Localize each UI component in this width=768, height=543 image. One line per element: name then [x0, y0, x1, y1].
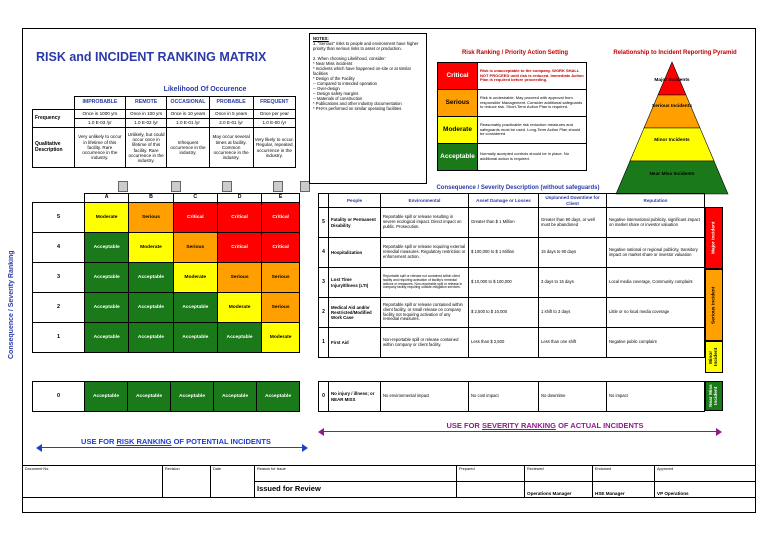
consequence-env: Reportable spill or release resulting in severe ecological impact. Direct impact on public. Prosecution. [381, 208, 469, 238]
notes-body: 1. "Serious" risks to people and environment have higher priority than serious risks to asset or production. 2. When choosing Likelihood, consider: * Near Miss incidents * Incidents which have happened on-site or at similar facilities * Design of the Facility -- Compared to intended operation -- Over-design -- Design safety margins -- Materials of construction * Publications and other industry documentation * PHA's performed on similar operating facilities [313, 41, 419, 112]
matrix-cell: Acceptable [171, 382, 214, 412]
frequency-label: Frequency [33, 110, 75, 128]
likelihood-col-head: OCCASIONAL [167, 97, 209, 110]
matrix-cell: Moderate [129, 233, 173, 263]
side-label-near-miss: Near Miss Incident [705, 381, 723, 411]
consequence-people: Medical Aid and/or Restricted/Modified Work Case [329, 298, 381, 328]
priority-title: Risk Ranking / Priority Action Setting [461, 50, 569, 56]
likelihood-subhead: Once in 100 yrs [125, 110, 167, 119]
actual-incidents-label: USE FOR SEVERITY RANKING OF ACTUAL INCIDENTS [410, 421, 680, 430]
priority-key-serious: Serious [438, 90, 478, 117]
priority-text: Risk is unacceptable to the company. WORK SHALL NOT PROCEED until risk is reduced. Immediate Action Plan is required before proceeding. [478, 63, 587, 90]
footer-revision: Revision [163, 466, 211, 498]
consequence-downtime: 15 days to 90 days [539, 238, 607, 268]
likelihood-title: Likelihood Of Occurence [163, 86, 247, 93]
signer-hse-manager: HSE Manager [593, 482, 655, 498]
matrix-cell: Serious [262, 263, 300, 293]
matrix-cell: Acceptable [173, 323, 217, 353]
severity-axis-label: Consequence / Severity Ranking [8, 250, 15, 360]
matrix-cell: Acceptable [214, 382, 257, 412]
pyramid-level-serious: Serious Incidents [652, 104, 692, 109]
footer-reason: Reason for Issue [255, 466, 457, 482]
side-label-serious: Serious Incident [705, 269, 723, 341]
matrix-rank: 3 [33, 263, 85, 293]
matrix-rank: 2 [33, 293, 85, 323]
consequence-people: First Aid [329, 328, 381, 358]
priority-text: Reasonably practicable risk reduction measures and safeguards must be used. Long-Term Action Plan should be considered. [478, 117, 587, 144]
pyramid-level-minor: Minor Incidents [654, 138, 690, 143]
consequence-people: Hospitalization [329, 238, 381, 268]
arrow-left-head [36, 444, 42, 452]
consequence-header: Unplanned Downtime for Client [539, 194, 607, 208]
consequence-header: Reputation [607, 194, 705, 208]
arrow-right-head [302, 444, 308, 452]
likelihood-desc: Very likely to occur. Regular, repeated occurrence in the industry. [253, 128, 295, 168]
pyramid-level-near-miss: Near Miss Incidents [649, 172, 695, 177]
signer-operations-manager: Operations Manager [525, 482, 593, 498]
matrix-col-letter: A [85, 194, 129, 203]
matrix-cell: Critical [173, 203, 217, 233]
consequence-reputation: Local media coverage, Community complaint [607, 268, 705, 298]
likelihood-freq: 1.0 E-00 /yr [253, 119, 295, 128]
consequence-rank: 3 [319, 268, 329, 298]
matrix-cell: Acceptable [85, 293, 129, 323]
arrow-left-head [318, 428, 324, 436]
potential-incidents-arrow [40, 447, 302, 448]
matrix-cell: Acceptable [217, 323, 261, 353]
matrix-cell: Acceptable [129, 323, 173, 353]
qualitative-label: Qualitative Description [33, 128, 75, 168]
footer-date: Date [211, 466, 255, 498]
consequence-env: Reportable spill or release contained within client facility, or small release on company facility not requiring activation of any remedial measures. [381, 298, 469, 328]
consequence-rank: 5 [319, 208, 329, 238]
consequence-downtime: Greater than 90 days, or well must be abandoned [539, 208, 607, 238]
matrix-rank: 1 [33, 323, 85, 353]
connector-tab [118, 181, 128, 192]
signer-vp-operations: VP Operations [655, 482, 756, 498]
matrix-col-letter: B [129, 194, 173, 203]
page-title: RISK and INCIDENT RANKING MATRIX [36, 50, 267, 64]
consequence-asset: $ 100,000 to $ 1 Million [469, 238, 539, 268]
consequence-reputation: No impact [607, 382, 705, 412]
consequence-title: Consequence / Severity Description (without safeguards) [436, 185, 600, 191]
priority-key-acceptable: Acceptable [438, 144, 478, 171]
potential-incidents-label: USE FOR RISK RANKING OF POTENTIAL INCIDENTS [76, 437, 276, 446]
matrix-cell: Acceptable [129, 263, 173, 293]
connector-tab [171, 181, 181, 192]
consequence-rank: 4 [319, 238, 329, 268]
consequence-zero-row [318, 381, 705, 412]
footer-reviewed: Reviewed [525, 466, 593, 482]
matrix-cell: Acceptable [257, 382, 300, 412]
connector-tab [273, 181, 283, 192]
priority-table [437, 62, 587, 171]
pyramid-level-major: Major Incidents [654, 78, 690, 83]
consequence-asset: Less than $ 2,500 [469, 328, 539, 358]
matrix-cell: Acceptable [85, 323, 129, 353]
side-label-minor: Minor Incident [705, 341, 723, 373]
matrix-cell: Acceptable [128, 382, 171, 412]
footer-endorsed: Endorsed [593, 466, 655, 482]
consequence-downtime: No downtime [539, 382, 607, 412]
side-label-major: Major Incident [705, 207, 723, 269]
matrix-cell: Serious [173, 233, 217, 263]
priority-text: Risk is undesirable. May proceed with approval from responsible Management. Consider additional safeguards to reduce risk. Short-Term Action Plan is required. [478, 90, 587, 117]
matrix-cell: Critical [262, 233, 300, 263]
consequence-asset: $ 10,000 to $ 100,000 [469, 268, 539, 298]
matrix-cell: Moderate [217, 293, 261, 323]
arrow-right-head [716, 428, 722, 436]
priority-key-critical: Critical [438, 63, 478, 90]
consequence-env: No environmental impact [381, 382, 469, 412]
likelihood-table [32, 96, 296, 168]
consequence-env: Reportable spill or release not contained within client facility and requiring activation of facility's remedial actions or measures. Non-reportable spill or release in company facility requiring outside mitigation services. [381, 268, 469, 298]
matrix-cell: Acceptable [85, 382, 128, 412]
matrix-cell: Critical [217, 203, 261, 233]
consequence-asset: Greater than $ 1 Million [469, 208, 539, 238]
connector-tab [222, 181, 232, 192]
priority-text: Normally accepted controls should be in place. No additional action is required. [478, 144, 587, 171]
matrix-cell: Acceptable [129, 293, 173, 323]
matrix-cell: Acceptable [85, 263, 129, 293]
title-block [22, 465, 756, 498]
matrix-col-letter: D [217, 194, 261, 203]
consequence-rank: 0 [319, 382, 329, 412]
likelihood-col-head: IMPROBABLE [75, 97, 126, 110]
issued-for-review: Issued for Review [255, 482, 457, 498]
matrix-rank: 5 [33, 203, 85, 233]
consequence-header: Asset Damage or Losses [469, 194, 539, 208]
likelihood-subhead: Once per year [253, 110, 295, 119]
matrix-cell: Serious [262, 293, 300, 323]
consequence-env: Reportable spill or release requiring external remedial measures. Regulatory restriction or enforcement action. [381, 238, 469, 268]
likelihood-desc: Unlikely, but could occur once in lifetime of this facility. Rare occurrence in the industry. [125, 128, 167, 168]
actual-incidents-arrow [322, 431, 717, 432]
matrix-cell: Critical [262, 203, 300, 233]
matrix-cell: Serious [217, 263, 261, 293]
matrix-cell: Serious [129, 203, 173, 233]
likelihood-desc: May occur several times at facility. Common occurrence in the industry. [209, 128, 253, 168]
consequence-asset: No cost impact [469, 382, 539, 412]
consequence-reputation: Negative national or regional publicity, transitory impact on market share or investor valuation [607, 238, 705, 268]
likelihood-subhead: Once in 5 years [209, 110, 253, 119]
matrix-cell: Moderate [262, 323, 300, 353]
likelihood-col-head: FREQUENT [253, 97, 295, 110]
risk-matrix-zero-row [32, 381, 300, 412]
matrix-rank: 0 [33, 382, 85, 412]
likelihood-freq: 2.0 E-01 /yr [209, 119, 253, 128]
consequence-downtime: 1 shift to 3 days [539, 298, 607, 328]
consequence-reputation: Negative public complaint [607, 328, 705, 358]
consequence-env: Non-reportable spill or release contained within company or client facility. [381, 328, 469, 358]
consequence-table [318, 193, 705, 358]
notes-title: NOTES: [313, 36, 329, 41]
consequence-header: Environmental [381, 194, 469, 208]
matrix-rank: 4 [33, 233, 85, 263]
likelihood-col-head: PROBABLE [209, 97, 253, 110]
footer-approved: Approved [655, 466, 756, 482]
risk-matrix [32, 193, 300, 353]
consequence-reputation: Negative international publicity, significant impact on market share or investor valuation [607, 208, 705, 238]
likelihood-freq: 1.0 E-03 /yr [75, 119, 126, 128]
consequence-downtime: 3 days to 15 days [539, 268, 607, 298]
likelihood-desc: Infrequent occurrence in the industry. [167, 128, 209, 168]
consequence-header: People [329, 194, 381, 208]
consequence-reputation: Little or no local media coverage [607, 298, 705, 328]
matrix-cell: Critical [217, 233, 261, 263]
likelihood-col-head: REMOTE [125, 97, 167, 110]
matrix-cell: Moderate [173, 263, 217, 293]
likelihood-desc: Very unlikely to occur in lifetime of this facility. Rare occurrence in the industry. [75, 128, 126, 168]
notes-box [309, 33, 427, 184]
consequence-people: No injury / illness; or NEAR MISS [329, 382, 381, 412]
consequence-people: Fatality or Permanent Disability [329, 208, 381, 238]
matrix-col-letter: E [262, 194, 300, 203]
pyramid-title: Relationship to Incident Reporting Pyramid [613, 50, 737, 56]
priority-key-moderate: Moderate [438, 117, 478, 144]
consequence-asset: $ 2,500 to $ 10,000 [469, 298, 539, 328]
likelihood-freq: 1.0 E-01 /yr [167, 119, 209, 128]
likelihood-subhead: Once in 10 years [167, 110, 209, 119]
footer-doc-no: Document No. [23, 466, 163, 498]
incident-pyramid [598, 60, 746, 200]
consequence-downtime: Less than one shift [539, 328, 607, 358]
matrix-cell: Acceptable [85, 233, 129, 263]
footer-prepared: Prepared [457, 466, 525, 482]
consequence-rank: 2 [319, 298, 329, 328]
likelihood-freq: 1.0 E-02 /yr [125, 119, 167, 128]
likelihood-subhead: Once in 1000 yrs [75, 110, 126, 119]
consequence-people: Lost Time Injury/Illness (LTI) [329, 268, 381, 298]
consequence-rank: 1 [319, 328, 329, 358]
matrix-cell: Acceptable [173, 293, 217, 323]
matrix-cell: Moderate [85, 203, 129, 233]
matrix-col-letter: C [173, 194, 217, 203]
